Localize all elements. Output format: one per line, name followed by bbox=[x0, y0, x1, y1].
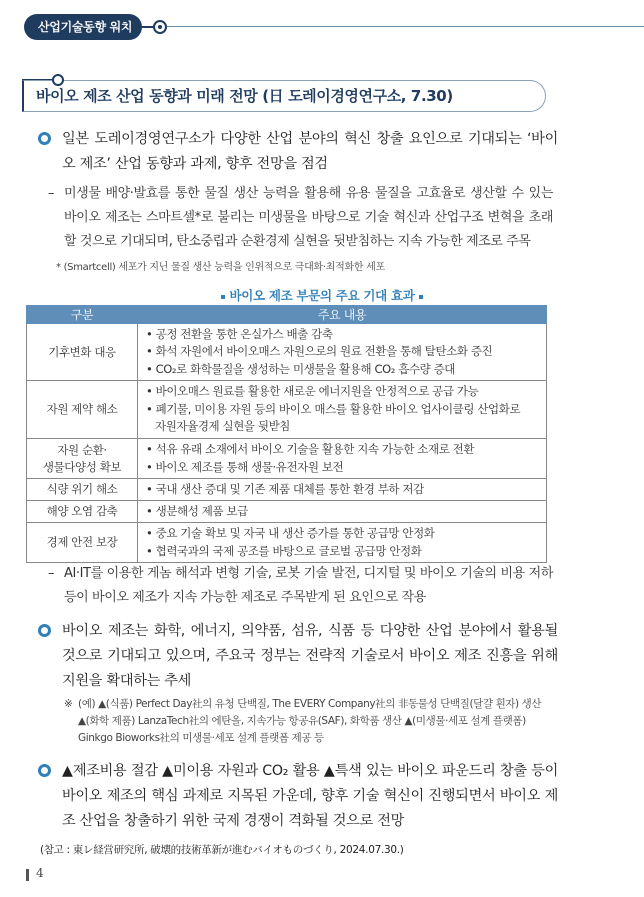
table-cell-category: 기후변화 대응 bbox=[27, 324, 138, 381]
reference-citation: (참고 : 東レ経営研究所, 破壊的技術革新が進むバイオものづくり, 2024.07.30.) bbox=[40, 844, 404, 856]
table-cell-items bbox=[138, 479, 547, 501]
table-header-category: 구분 bbox=[27, 306, 138, 324]
table-item: • 국내 생산 증대 및 기존 제품 대체를 통한 환경 부하 저감 bbox=[146, 481, 424, 496]
table-cell-items bbox=[138, 439, 547, 479]
table-item: • 협력국과의 국제 공조를 바탕으로 글로벌 공급망 안정화 bbox=[146, 543, 422, 558]
table-row bbox=[27, 381, 547, 439]
effects-table bbox=[26, 305, 547, 563]
table-row bbox=[27, 324, 547, 381]
table-cell-category bbox=[27, 439, 138, 479]
header-rule bbox=[167, 26, 644, 27]
table-title-text: 바이오 제조 부문의 주요 기대 효과 bbox=[229, 288, 415, 303]
page-marker bbox=[26, 869, 29, 881]
table-item: • 석유 유래 소재에서 바이오 기술을 활용한 지속 가능한 소재로 전환 bbox=[146, 442, 475, 456]
table-item: • 중요 기술 확보 및 자국 내 생산 증가를 통한 공급망 안정화 bbox=[146, 526, 435, 540]
table-cell-category: 식량 위기 해소 bbox=[27, 479, 138, 501]
square-bullet-icon bbox=[419, 295, 423, 299]
paragraph-1 bbox=[38, 127, 558, 177]
table-cell-category: 자원 제약 해소 bbox=[27, 381, 138, 439]
square-bullet-icon bbox=[221, 295, 225, 299]
section-tag: 산업기술동향 워치 bbox=[24, 14, 142, 40]
paragraph-text: AI·IT를 이용한 게놈 해석과 변형 기술, 로봇 기술 발전, 디지털 및 바이오 기술의 비용 저하 등이 바이오 제조가 지속 가능한 제조로 주목받게 된 요인으로 작용 bbox=[64, 566, 553, 605]
page-number: 4 bbox=[36, 866, 44, 880]
example-note bbox=[64, 696, 554, 747]
table-cell-category: 해양 오염 감축 bbox=[27, 501, 138, 523]
circle-bullet-icon bbox=[38, 132, 51, 145]
table-item: • 생분해성 제품 보급 bbox=[146, 503, 248, 518]
paragraph-1-detail bbox=[48, 182, 553, 254]
table-item: • CO₂로 화학물질을 생성하는 미생물을 활용해 CO₂ 흡수량 증대 bbox=[146, 361, 456, 376]
table-header-row bbox=[27, 306, 547, 324]
table-item: • 공정 전환을 통한 온실가스 배출 감축 bbox=[146, 326, 333, 341]
note-text: (예) ▲(식품) Perfect Day社의 유청 단백질, The EVERY Company社의 非동물성 단백질(달걀 흰자) 생산 ▲(화학 제품) LanzaTech社의 에탄올, 지속가능 항공유(SAF), 화학품 생산 ▲(미생물·세포 설계 플랫폼) Ginkgo Bioworks社의 미생물·세포 설계 플랫폼 제공 등 bbox=[78, 698, 542, 744]
category-line: 생물다양성 확보 bbox=[42, 459, 122, 474]
category-line: 자원 순환· bbox=[57, 442, 107, 457]
paragraph-text: 일본 도레이경영연구소가 다양한 산업 분야의 혁신 창출 요인으로 기대되는 ‘바이오 제조’ 산업 동향과 과제, 향후 전망을 점검 bbox=[62, 131, 558, 172]
paragraph-text: 미생물 배양·발효를 통한 물질 생산 능력을 활용해 유용 물질을 고효율로 생산할 수 있는 바이오 제조는 스마트셀*로 불리는 미생물을 바탕으로 기술 혁신과 산업구조 변혁을 초래할 것으로 기대되며, 탄소중립과 순환경제 실현을 뒷받침하는 지속 가능한 제조로 주목 bbox=[64, 186, 553, 249]
header-dot-icon bbox=[153, 20, 167, 34]
table-item: • 폐기물, 미이용 자원 등의 바이오 매스를 활용한 바이오 업사이클링 산업화로 bbox=[146, 401, 521, 416]
dash-bullet: – bbox=[48, 186, 55, 201]
dash-bullet: – bbox=[48, 566, 55, 581]
table-item: • 바이오매스 원료를 활용한 새로운 에너지원을 안정적으로 공급 가능 bbox=[146, 384, 479, 399]
footnote: * (Smartcell) 세포가 지닌 물질 생산 능력을 인위적으로 극대화·최적화한 세포 bbox=[56, 262, 385, 273]
paragraph-2 bbox=[38, 619, 558, 694]
table-row bbox=[27, 479, 547, 501]
table-row bbox=[27, 501, 547, 523]
paragraph-3 bbox=[38, 759, 558, 834]
table-item: • 화석 자원에서 바이오매스 자원으로의 원료 전환을 통해 탈탄소화 증진 bbox=[146, 344, 493, 359]
table-cell-items bbox=[138, 523, 547, 563]
table-title bbox=[0, 286, 644, 304]
paragraph-1-detail-2 bbox=[48, 562, 553, 610]
title-dot-icon bbox=[52, 74, 64, 86]
table-cell-items bbox=[138, 381, 547, 439]
article-title: 바이오 제조 산업 동향과 미래 전망 (日 도레이경영연구소, 7.30) bbox=[22, 80, 546, 112]
table-row bbox=[27, 523, 547, 563]
paragraph-text: 바이오 제조는 화학, 에너지, 의약품, 섬유, 식품 등 다양한 산업 분야에서 활용될 것으로 기대되고 있으며, 주요국 정부는 전략적 기술로서 바이오 제조 진흥을 위해 지원을 확대하는 추세 bbox=[62, 623, 558, 689]
table-header-content: 주요 내용 bbox=[138, 306, 547, 324]
table-cell-items bbox=[138, 324, 547, 381]
table-item: 자원자율경제 실현을 뒷받침 bbox=[155, 419, 291, 434]
circle-bullet-icon bbox=[38, 624, 51, 637]
paragraph-text: ▲제조비용 절감 ▲미이용 자원과 CO₂ 활용 ▲특색 있는 바이오 파운드리 창출 등이 바이오 제조의 핵심 과제로 지목된 가운데, 향후 기술 혁신이 진행되면서 바이오 제조 산업을 창출하기 위한 국제 경쟁이 격화될 것으로 전망 bbox=[62, 763, 558, 829]
table-row bbox=[27, 439, 547, 479]
reference-mark: ※ bbox=[64, 698, 73, 710]
table-item: • 바이오 제조를 통해 생물·유전자원 보전 bbox=[146, 459, 344, 474]
table-cell-category: 경제 안전 보장 bbox=[27, 523, 138, 563]
table-cell-items bbox=[138, 501, 547, 523]
circle-bullet-icon bbox=[38, 764, 51, 777]
